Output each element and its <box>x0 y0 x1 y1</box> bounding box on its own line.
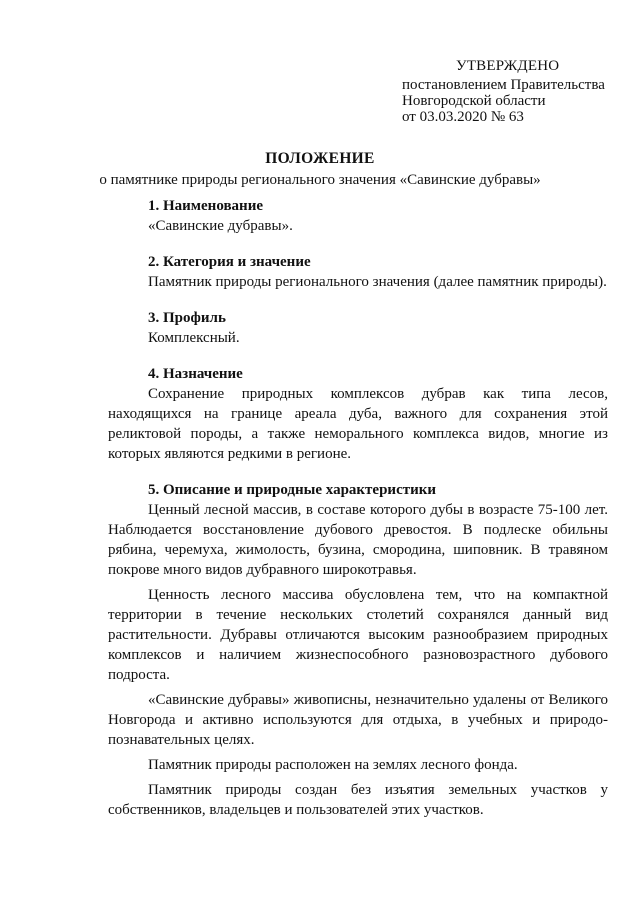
section-description <box>108 480 608 820</box>
section-paragraph: «Савинские дубравы» живописны, незначительно удалены от Великого Новгорода и активно используются для отдыха, в учебных и природо-познавательных целях. <box>108 692 608 748</box>
section-heading: 2. Категория и значение <box>148 254 311 270</box>
section-category <box>108 252 608 292</box>
section-text: Памятник природы регионального значения (далее памятник природы). <box>148 274 607 290</box>
section-heading: 1. Наименование <box>148 198 263 214</box>
section-paragraph: Ценный лесной массив, в составе которого дубы в возрасте 75-100 лет. Наблюдается восстановление дубового древостоя. В подлеске обильны рябина, черемуха, жимолость, бузина, смородина, шиповник. В травяном покрове много видов дубравного широкотравья. <box>108 502 608 578</box>
approval-line-1: постановлением Правительства <box>402 77 605 93</box>
section-heading: 3. Профиль <box>148 310 226 326</box>
section-heading: 5. Описание и природные характеристики <box>148 482 437 498</box>
document-subtitle: о памятнике природы регионального значения «Савинские дубравы» <box>99 172 541 188</box>
approval-line-3: от 03.03.2020 № 63 <box>402 109 524 125</box>
approval-stamp <box>402 58 622 125</box>
section-text: Комплексный. <box>148 330 240 346</box>
approval-line-2: Новгородской области <box>402 93 546 109</box>
section-paragraph: Памятник природы создан без изъятия земельных участков у собственников, владельцев и пользователей этих участков. <box>108 782 608 818</box>
document-title: ПОЛОЖЕНИЕ <box>265 150 375 167</box>
section-text: «Савинские дубравы». <box>148 218 293 234</box>
section-heading: 4. Назначение <box>148 366 243 382</box>
section-name <box>108 196 608 236</box>
section-profile <box>108 308 608 348</box>
section-purpose <box>108 364 608 464</box>
document-body <box>108 196 608 820</box>
section-paragraph: Ценность лесного массива обусловлена тем, что на компактной территории в течение нескольких столетий сохранялся данный вид растительности. Дубравы отличаются высоким разнообразием природных комплексов и наличием жизнеспособного разновозрастного дубового подроста. <box>108 587 608 683</box>
section-paragraph: Памятник природы расположен на землях лесного фонда. <box>148 757 518 773</box>
approval-title: УТВЕРЖДЕНО <box>456 58 560 74</box>
section-paragraph: Сохранение природных комплексов дубрав как типа лесов, находящихся на границе ареала дуба, важного для сохранения этой реликтовой породы, а также неморального комплекса видов, многие из которых являются редкими в регионе. <box>108 386 608 462</box>
